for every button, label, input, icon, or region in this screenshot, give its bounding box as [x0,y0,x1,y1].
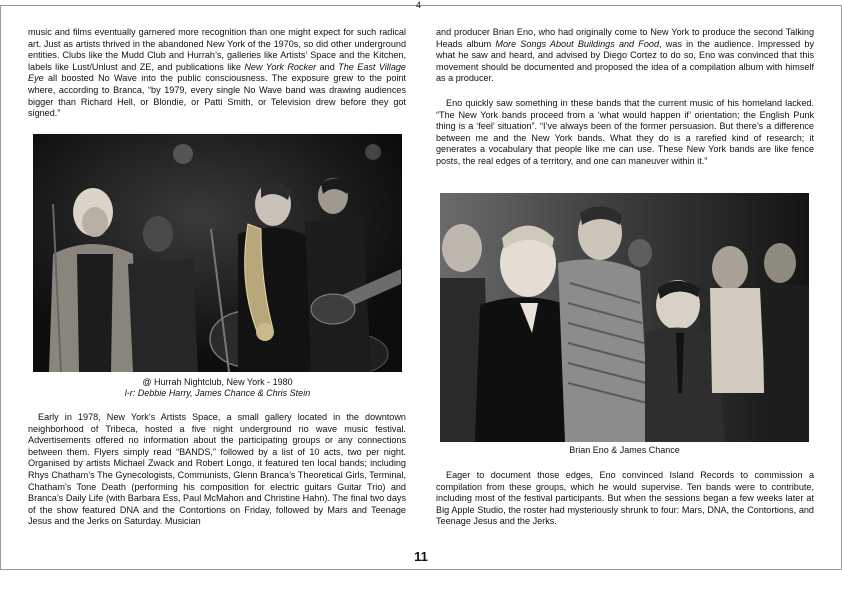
left-photo-caption: @ Hurrah Nightclub, New York - 1980 [142,377,293,387]
right-eno-paragraph [436,27,814,85]
left-festival-text: Early in 1978, New York’s Artists Space, a small gallery located in the downtown neighborhood of Tribeca, hosted a five night underground no wave music festival. Advertisements offered no information about the participating groups or any connections between them. Flyers simply read “BANDS,” followed by a list of 10 acts, two per night. Organised by artists Michael Zwack and Robert Longo, it featured ten local bands; including Rhys Chatham’s The Gynecologists, Communists, Glenn Branca’s Theoretical Girls, Terminal, Chatham’s Tone Death (performing his composition for electric guitars Guitar Trio) and Branca’s Daily Life (with Barbara Ess, Paul McMahon and Christine Hahn). The final two days of the show featured DNA and the Contortions on Friday, followed by Mars and Teenage Jesus and the Jerks on Saturday. Musician [28,412,406,527]
top-page-number: 4 [416,0,422,10]
right-eno-text: and producer Brian Eno, who had originally come to New York to produce the second Talking Heads album [436,27,814,49]
left-intro-paragraph [28,27,406,120]
left-intro-text: music and films eventually garnered more recognition than one might expect for such radical art. Just as artists thrived in the abandoned New York of the 1970s, so did other underground entities. Clubs like the Mudd Club and Hurrah’s, galleries like Artists’ Space and the Kitchen, labels like Lust/Unlust and ZE, and publications like [28,27,406,72]
right-compilation-paragraph [436,470,814,528]
crowd-scene-illustration [440,193,809,442]
bottom-page-number: 11 [414,549,428,564]
left-festival-paragraph [28,412,406,528]
publication-name-east-village-eye: The East Village Eye [28,61,406,84]
left-intro-conjunction: and [316,61,339,72]
left-intro-text-end: all boosted No Wave into the public consciousness. The exposure grew to the point where, according to Branca, “by 1979, every single No Wave band was drawing audiences bigger than Richard Hell, or Blondie, or Patti Smith, or Television drew before they got signed.” [28,73,406,119]
publication-name-new-york-rocker: New York Rocker [244,61,317,72]
right-compilation-text: Eager to document those edges, Eno convinced Island Records to commission a compilation from these groups, which he would supervise. Ten bands were to contribute, including most of the festival participants. But when the sessions began a few weeks later at Big Apple Studio, the roster had mysteriously shrunk to four: Mars, DNA, the Contortions, and Teenage Jesus and the Jerks. [436,470,814,527]
right-quote-paragraph [436,98,814,168]
photo-eno-and-chance [440,193,809,442]
right-photo-caption: Brian Eno & James Chance [569,445,680,455]
band-performance-illustration [33,134,402,372]
photo-hurrah-nightclub [33,134,402,372]
left-photo-subcaption: l-r: Debbie Harry, James Chance & Chris Stein [124,388,311,398]
album-title-more-songs: More Songs About Buildings and Food [495,38,660,49]
right-quote-text: Eno quickly saw something in these bands that the current music of his homeland lacked. “The New York bands proceed from a ‘what would happen if’ orientation; the English Punk thing is a ‘feel’ situation”. “I’ve always been of the former persuasion. But there’s a difference between me and the New York bands. What they do is a rarefied kind of research; it generates a vocabulary that people like me can use. These New York bands are like fence posts, the real edges of a territory, and one can maneuver within it.” [436,98,814,166]
right-eno-text-end: , was in the audience. Impressed by what he saw and heard, and advised by Diego Cortez to do so, Eno was convinced that this movement should be documented and proposed the idea of a compilation album with himself as a producer. [436,38,814,84]
